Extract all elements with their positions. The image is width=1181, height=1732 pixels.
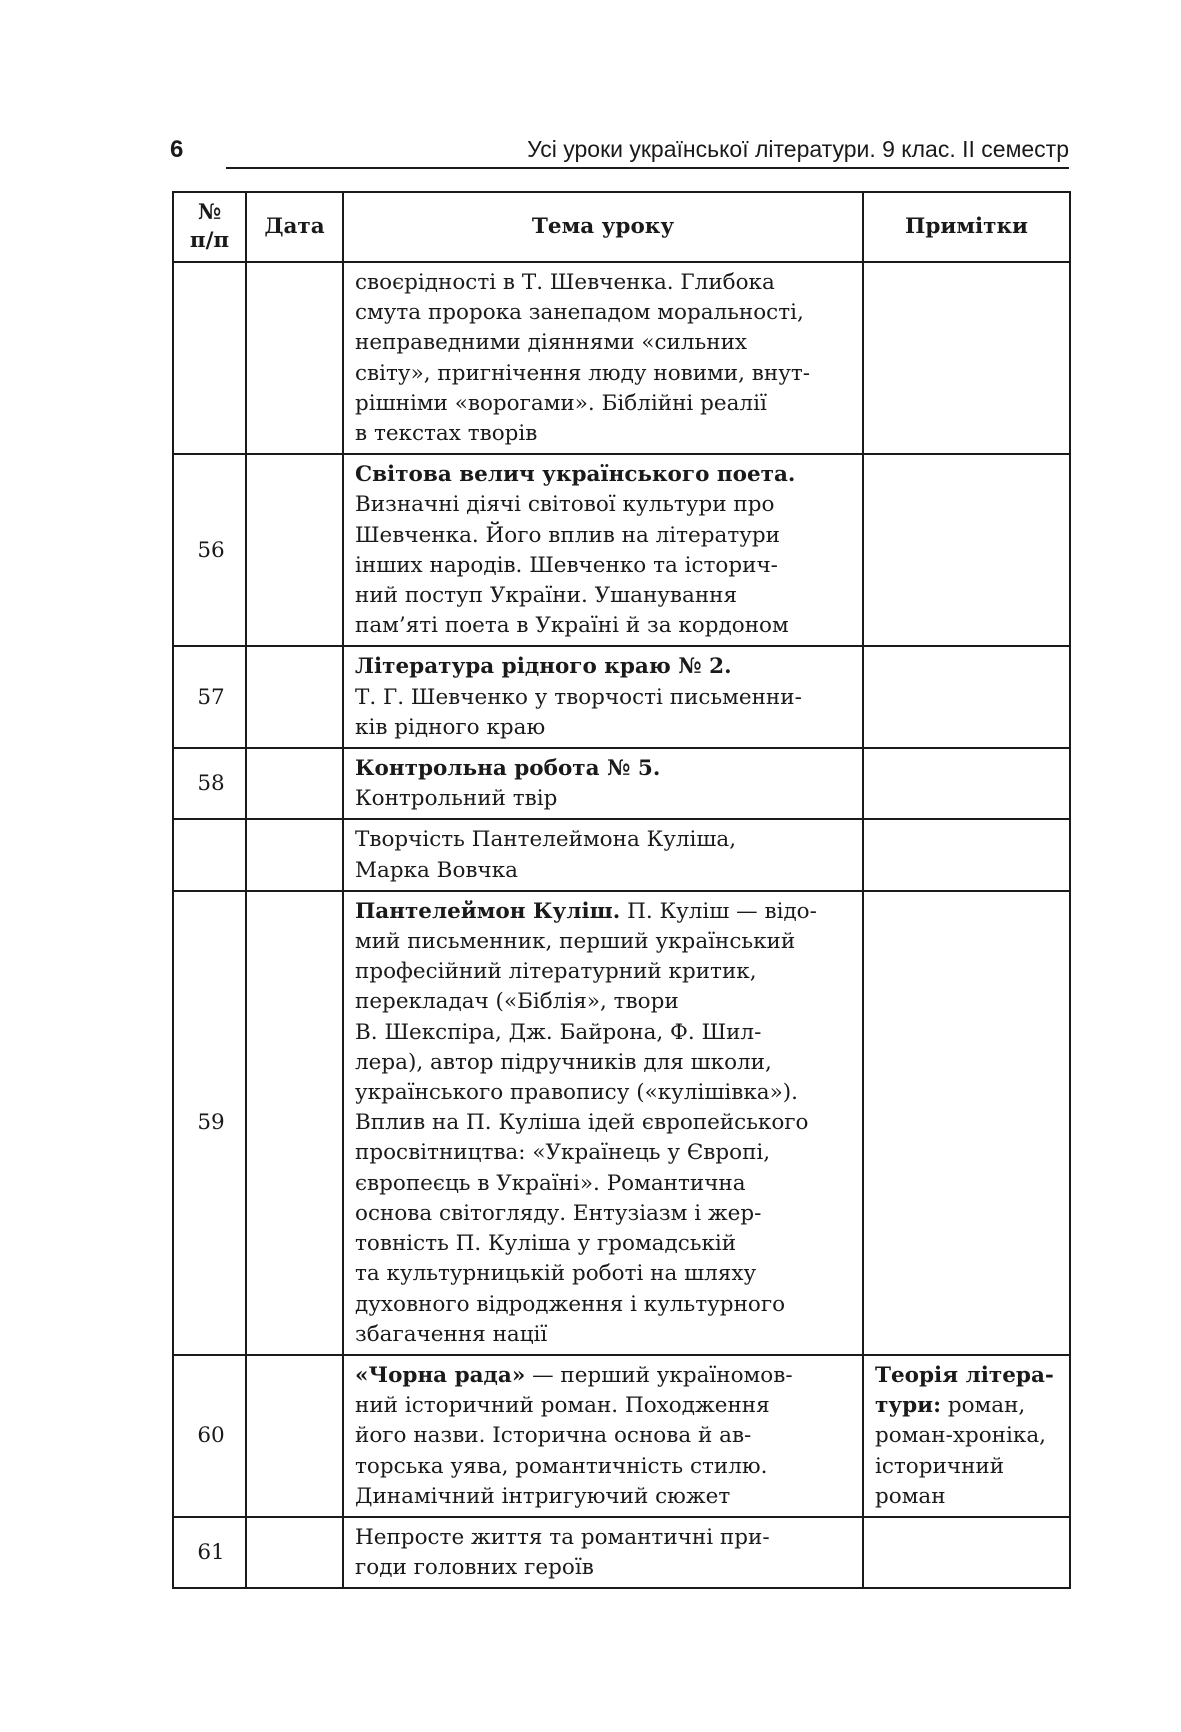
lesson-number: 56	[173, 454, 246, 646]
table-row	[173, 262, 1070, 454]
lesson-topic	[343, 819, 863, 890]
column-header-topic: Тема уроку	[343, 192, 863, 262]
page-number: 6	[170, 136, 184, 163]
lesson-topic-text: П. Куліш — відо- мий письменник, перший український професійний літературний критик, перекладач («Біблія», твори В. Шекспіра, Дж. Байрона, Ф. Шил- лера), автор підручників для школи, українського правопису («кулішівка»). Вплив на П. Куліша ідей європейського просвітництва: «Українець у Європі, європеєць в Україні». Романтична основа світогляду. Ентузіазм і жер- товність П. Куліша у громадській та культурницькій роботі на шляху духовного відродження і культурного збагачення нації	[355, 898, 817, 1347]
table-row	[173, 748, 1070, 819]
lesson-date	[246, 262, 343, 454]
column-header-number: № п/п	[173, 192, 246, 262]
lesson-topic-text: Визначні діячі світової культури про Шевченка. Його вплив на літератури інших народів. Шевченко та історич- ний поступ України. Ушанування пам’яті поета в Україні й за кордоном	[355, 492, 789, 639]
table-header-row	[173, 192, 1070, 262]
column-header-notes: Примітки	[863, 192, 1070, 262]
lesson-number: 61	[173, 1517, 246, 1588]
lesson-topic	[343, 262, 863, 454]
lesson-notes	[863, 891, 1070, 1355]
lesson-topic-heading: «Чорна рада»	[355, 1362, 526, 1388]
lesson-topic-text: Т. Г. Шевченко у творчості письменни- ків рідного краю	[355, 684, 802, 740]
lesson-notes	[863, 646, 1070, 748]
lesson-topic	[343, 1517, 863, 1588]
lesson-topic-heading: Світова велич українського поета.	[355, 462, 796, 488]
lesson-topic	[343, 1355, 863, 1517]
table-row	[173, 891, 1070, 1355]
lesson-topic-text: Творчість Пантелеймона Куліша, Марка Вовчка	[355, 827, 737, 883]
lesson-notes	[863, 1517, 1070, 1588]
lesson-topic	[343, 646, 863, 748]
table-row	[173, 1517, 1070, 1588]
lesson-date	[246, 819, 343, 890]
column-header-date: Дата	[246, 192, 343, 262]
lesson-notes-heading: Теорія літера- тури:	[875, 1362, 1054, 1419]
lesson-notes	[863, 454, 1070, 646]
lesson-topic-heading: Література рідного краю № 2.	[355, 654, 732, 680]
table-body	[173, 262, 1070, 1588]
lesson-notes	[863, 748, 1070, 819]
lesson-notes-text: роман, роман-хроніка, історичний роман	[875, 1393, 1046, 1509]
lesson-number: 58	[173, 748, 246, 819]
table-row	[173, 819, 1070, 890]
lesson-number: 59	[173, 891, 246, 1355]
lesson-number	[173, 819, 246, 890]
lesson-date	[246, 891, 343, 1355]
lesson-date	[246, 1517, 343, 1588]
lesson-date	[246, 454, 343, 646]
header-rule	[226, 167, 1069, 169]
lesson-topic	[343, 748, 863, 819]
lesson-number: 60	[173, 1355, 246, 1517]
table-row	[173, 646, 1070, 748]
lesson-number	[173, 262, 246, 454]
lesson-topic	[343, 891, 863, 1355]
lesson-topic-text: — перший україномов- ний історичний роман. Походження його назви. Історична основа й ав- торська уява, романтичність стилю. Динамічний інтригуючий сюжет	[355, 1362, 793, 1509]
lesson-topic-heading: Контрольна робота № 5.	[355, 756, 661, 782]
running-title: Усі уроки української літератури. 9 клас. ІІ семестр	[527, 136, 1069, 162]
lesson-plan-table	[172, 191, 1071, 1589]
lesson-topic	[343, 454, 863, 646]
table-row	[173, 1355, 1070, 1517]
lesson-notes	[863, 819, 1070, 890]
lesson-notes	[863, 1355, 1070, 1517]
lesson-topic-text: Контрольний твір	[355, 786, 558, 812]
table-row	[173, 454, 1070, 646]
lesson-date	[246, 1355, 343, 1517]
lesson-topic-heading: Пантелеймон Куліш.	[355, 898, 621, 924]
lesson-topic-text: Непросте життя та романтичні при- годи головних героїв	[355, 1524, 770, 1581]
lesson-topic-text: своєрідності в Т. Шевченка. Глибока смута пророка занепадом моральності, неправедними діяннями «сильних світу», пригнічення люду новими, внут- рішніми «ворогами». Біблійні реалії в текстах творів	[355, 270, 811, 447]
lesson-number: 57	[173, 646, 246, 748]
lesson-date	[246, 748, 343, 819]
lesson-date	[246, 646, 343, 748]
lesson-notes	[863, 262, 1070, 454]
